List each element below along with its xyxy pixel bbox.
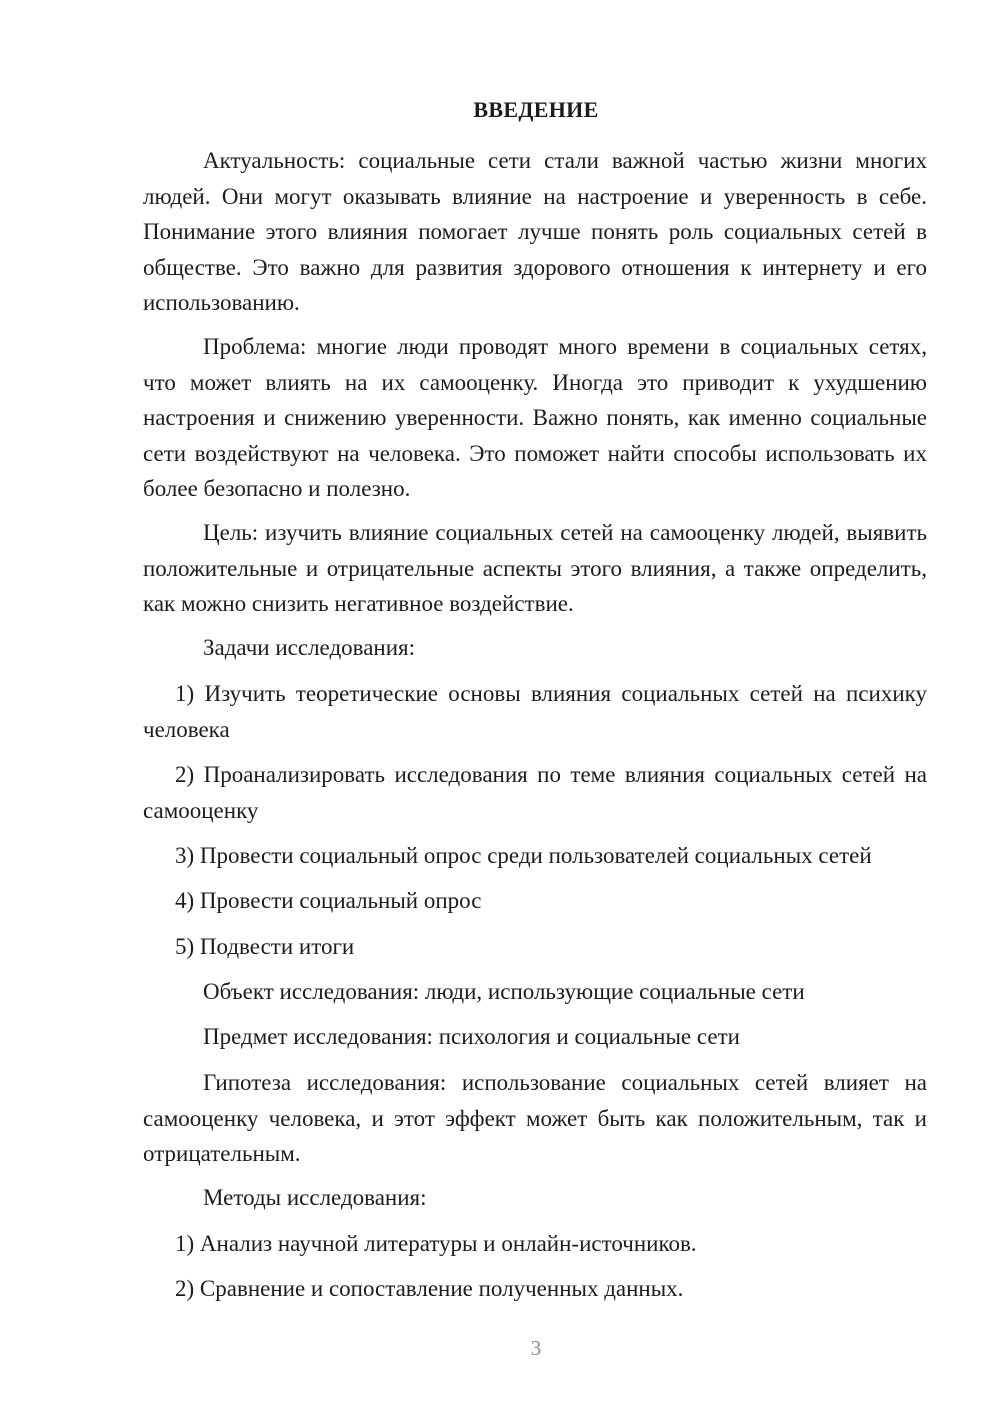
paragraph-object: Объект исследования: люди, использующие социальные сети (203, 979, 805, 1004)
list-item-method-1: 1) Анализ научной литературы и онлайн-источников. (175, 1231, 697, 1256)
paragraph-hypothesis: Гипотеза исследования: использование социальных сетей влияет на самооценку человека, и этот эффект может быть как положительным, так и отрицательным. (143, 1070, 927, 1166)
list-item-task-2: 2) Проанализировать исследования по теме влияния социальных сетей на самооценку (143, 762, 927, 823)
section-heading: ВВЕДЕНИЕ (473, 97, 599, 122)
paragraph-problem: Проблема: многие люди проводят много времени в социальных сетях, что может влиять на их самооценку. Иногда это приводит к ухудшению настроения и снижению уверенности. Важно понять, как именно социальные сети воздействуют на человека. Это поможет найти способы использовать их более безопасно и полезно. (143, 334, 927, 501)
paragraph-relevance: Актуальность: социальные сети стали важной частью жизни многих людей. Они могут оказывать влияние на настроение и уверенность в себе. Понимание этого влияния помогает лучше понять роль социальных сетей в обществе. Это важно для развития здорового отношения к интернету и его использованию. (143, 148, 927, 315)
list-item-task-5: 5) Подвести итоги (175, 934, 355, 959)
page-number: 3 (530, 1336, 542, 1360)
paragraph-goal: Цель: изучить влияние социальных сетей на самооценку людей, выявить положительные и отрицательные аспекты этого влияния, а также определить, как можно снизить негативное воздействие. (143, 520, 927, 616)
paragraph-subject: Предмет исследования: психология и социальные сети (203, 1024, 740, 1049)
list-item-task-3: 3) Провести социальный опрос среди пользователей социальных сетей (175, 843, 872, 868)
list-item-method-2: 2) Сравнение и сопоставление полученных данных. (175, 1276, 684, 1301)
list-item-task-1: 1) Изучить теоретические основы влияния социальных сетей на психику человека (143, 681, 927, 742)
list-item-task-4: 4) Провести социальный опрос (175, 888, 482, 913)
paragraph-methods-heading: Методы исследования: (203, 1185, 427, 1210)
paragraph-tasks-heading: Задачи исследования: (203, 635, 416, 660)
